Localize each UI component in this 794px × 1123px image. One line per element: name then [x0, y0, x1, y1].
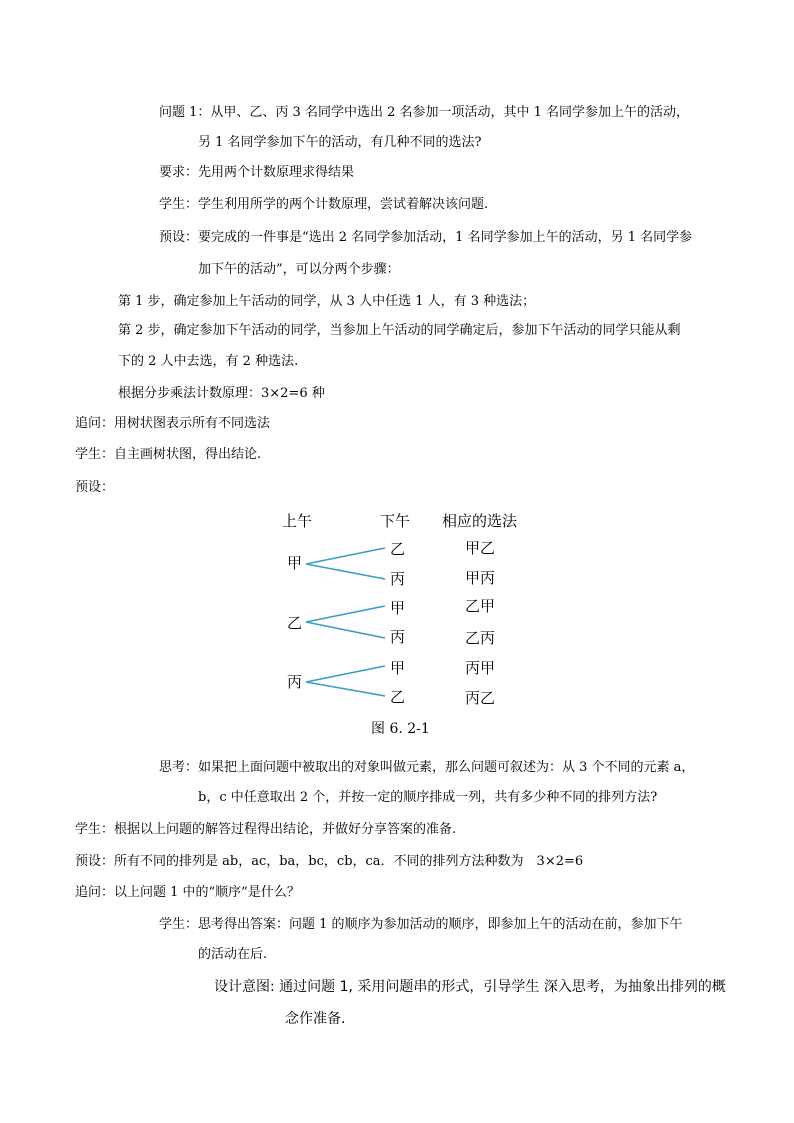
- think-line-1: 思考：如果把上面问题中被取出的对象叫做元素，那么问题可叙述为：从 3 个不同的元素 a，: [159, 760, 695, 775]
- branch-2a: [306, 606, 385, 622]
- student-line-4: 学生：思考得出答案：问题 1 的顺序为参加活动的顺序，即参加上午的活动在前，参加下午: [159, 917, 683, 932]
- preset-line-1: 预设：要完成的一件事是“选出 2 名同学参加活动，1 名同学参加上午的活动，另 1 名同学参: [159, 230, 693, 245]
- step-2-line-1: 第 2 步，确定参加下午活动的同学，当参加上午活动的同学确定后，参加下午活动的同学只能从剩: [118, 323, 681, 338]
- branch-2b: [306, 622, 385, 638]
- result-2b: 乙丙: [465, 629, 496, 647]
- header-pm: 下午: [380, 512, 411, 530]
- leaf-3b: 乙: [390, 688, 406, 706]
- leaf-1b: 丙: [390, 570, 406, 588]
- design-intent-line-2: 念作准备.: [285, 1011, 346, 1027]
- principle-line: 根据分步乘法计数原理：3×2=6 种: [118, 386, 325, 401]
- root-3: 丙: [287, 673, 303, 691]
- step-2-line-2: 下的 2 人中去选，有 2 种选法.: [118, 354, 299, 369]
- leaf-2b: 丙: [390, 628, 406, 646]
- follow-up-line-1: 追问：用树状图表示所有不同选法: [75, 416, 271, 431]
- branch-3a: [306, 666, 385, 682]
- result-3b: 丙乙: [465, 689, 496, 707]
- step-1-line: 第 1 步，确定参加上午活动的同学，从 3 人中任选 1 人，有 3 种选法；: [118, 294, 536, 309]
- student-line-2: 学生：自主画树状图，得出结论.: [75, 447, 262, 462]
- root-1: 甲: [287, 554, 303, 572]
- result-1b: 甲丙: [465, 569, 496, 587]
- branch-1b: [306, 564, 385, 579]
- problem-1-line-1: 问题 1：从甲、乙、丙 3 名同学中选出 2 名参加一项活动，其中 1 名同学参加上午的活动，: [159, 105, 690, 120]
- follow-up-line-2: 追问：以上问题 1 中的“顺序”是什么？: [75, 885, 300, 900]
- figure-caption: 图 6. 2-1: [371, 721, 430, 737]
- problem-1-line-2: 另 1 名同学参加下午的活动，有几种不同的选法?: [198, 135, 482, 150]
- result-3a: 丙甲: [465, 659, 496, 677]
- leaf-1a: 乙: [390, 540, 406, 558]
- design-intent-line-1: 设计意图: 通过问题 1, 采用问题串的形式，引导学生 深入思考，为抽象出排列的概: [214, 979, 726, 995]
- requirement-line: 要求：先用两个计数原理求得结果: [159, 165, 355, 180]
- student-line-5: 的活动在后.: [198, 947, 268, 962]
- header-am: 上午: [282, 512, 313, 530]
- header-result: 相应的选法: [442, 512, 518, 530]
- branch-1a: [306, 548, 385, 564]
- preset-line-3: 预设：所有不同的排列是 ab，ac，ba，bc，cb，ca．不同的排列方法种数为 3×2=6: [75, 854, 584, 869]
- leaf-3a: 甲: [390, 659, 406, 677]
- result-1a: 甲乙: [465, 539, 496, 557]
- root-2: 乙: [287, 614, 303, 632]
- student-line-3: 学生：根据以上问题的解答过程得出结论，并做好分享答案的准备.: [75, 822, 457, 837]
- leaf-2a: 甲: [390, 599, 406, 617]
- preset-label: 预设：: [75, 480, 115, 495]
- student-line-1: 学生：学生利用所学的两个计数原理，尝试着解决该问题.: [159, 197, 489, 212]
- branch-3b: [306, 682, 385, 696]
- result-2a: 乙甲: [465, 597, 496, 615]
- think-line-2: b，c 中任意取出 2 个，并按一定的顺序排成一列，共有多少种不同的排列方法?: [198, 790, 658, 805]
- preset-line-2: 加下午的活动”，可以分两个步骤：: [198, 262, 400, 277]
